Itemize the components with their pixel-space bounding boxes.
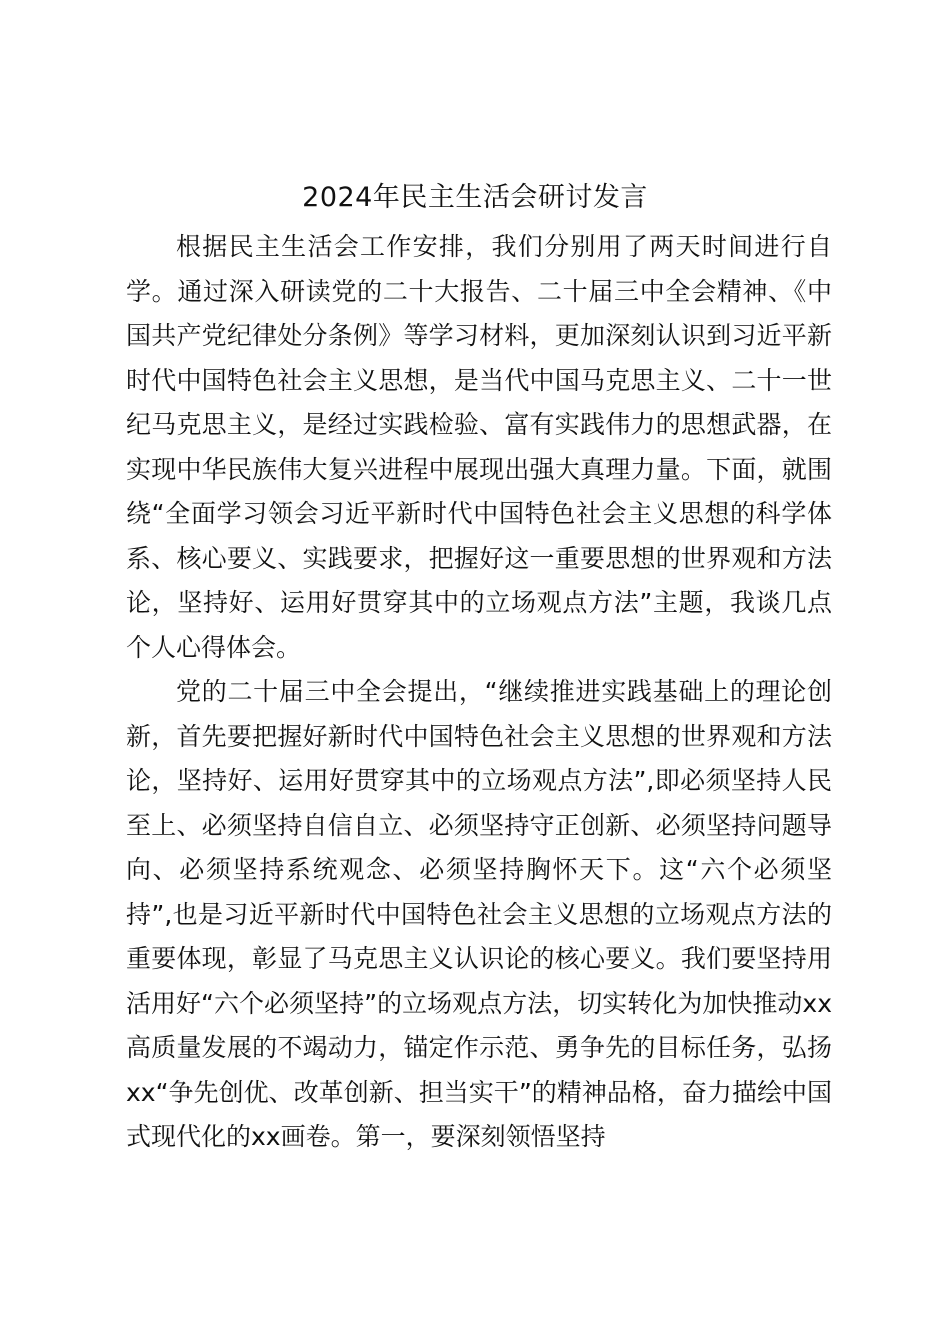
paragraph-1: 根据民主生活会工作安排，我们分别用了两天时间进行自学。通过深入研读党的二十大报告、二十届三中全会精神、《中国共产党纪律处分条例》等学习材料，更加深刻认识到习近平新时代中国特色社会主义思想，是当代中国马克思主义、二十一世纪马克思主义，是经过实践检验、富有实践伟力的思想武器，在实现中华民族伟大复兴进程中展现出强大真理力量。下面，就围绕“全面学习领会习近平新时代中国特色社会主义思想的科学体系、核心要义、实践要求，把握好这一重要思想的世界观和方法论，坚持好、运用好贯穿其中的立场观点方法”主题，我谈几点个人心得体会。 [126, 232, 832, 662]
document-title: 2024年民主生活会研讨发言 [302, 182, 648, 213]
paragraph-2: 党的二十届三中全会提出，“继续推进实践基础上的理论创新，首先要把握好新时代中国特色社会主义思想的世界观和方法论，坚持好、运用好贯穿其中的立场观点方法”,即必须坚持人民至上、必须坚持自信自立、必须坚持守正创新、必须坚持问题导向、必须坚持系统观念、必须坚持胸怀天下。这“六个必须坚持”,也是习近平新时代中国特色社会主义思想的立场观点方法的重要体现，彰显了马克思主义认识论的核心要义。我们要坚持用活用好“六个必须坚持”的立场观点方法，切实转化为加快推动xx高质量发展的不竭动力，锚定作示范、勇争先的目标任务，弘扬xx“争先创优、改革创新、担当实干”的精神品格，奋力描绘中国式现代化的xx画卷。第一，要深刻领悟坚持 [126, 677, 832, 1151]
document-body [126, 225, 832, 1160]
